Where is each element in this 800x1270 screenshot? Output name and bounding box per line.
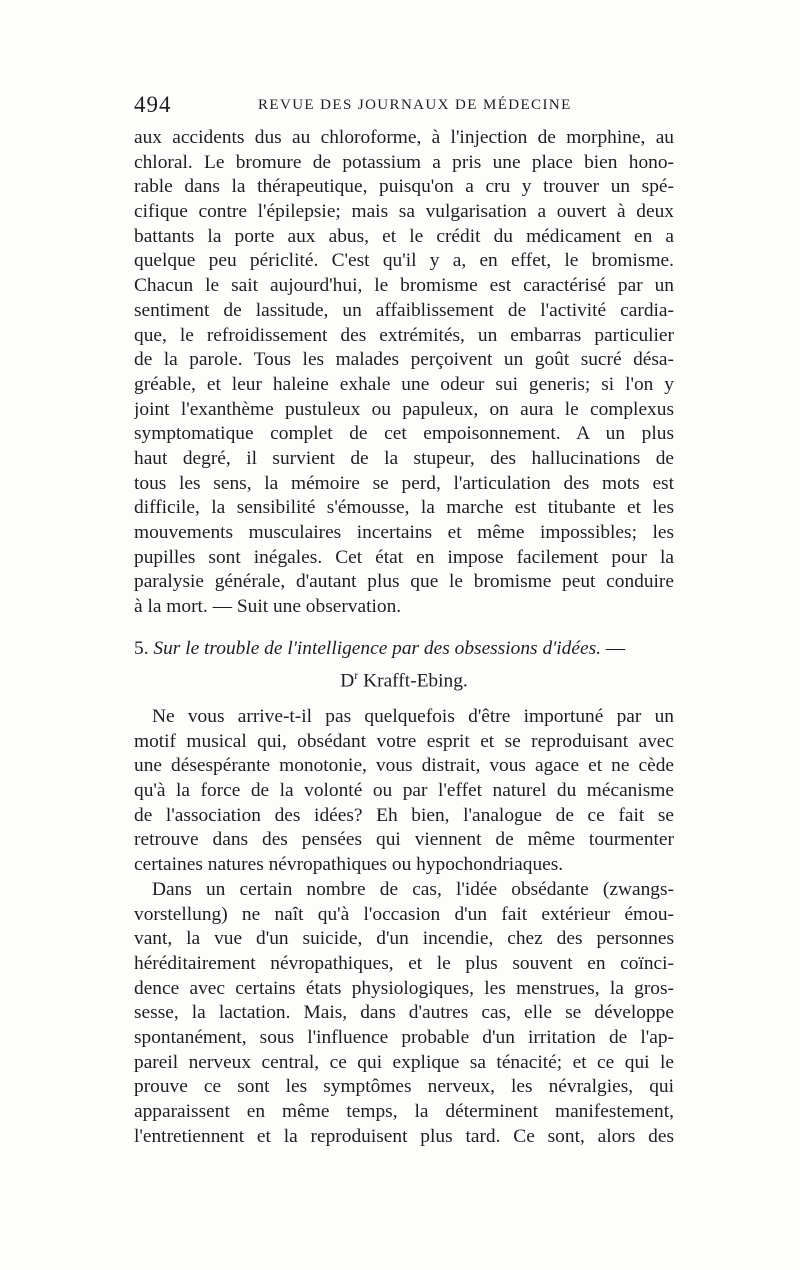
text-line: prouve ce sont les symptômes nerveux, les névralgies, qui bbox=[134, 1076, 674, 1098]
text-line: apparaissent en même temps, la déterminent manifestement, bbox=[134, 1101, 674, 1122]
text-line: quelque peu périclité. C'est qu'il y a, en effet, le bromisme. bbox=[134, 250, 674, 272]
section-title-line bbox=[134, 636, 674, 662]
text-line: que, le refroidissement des extrémités, un embarras particulier bbox=[134, 324, 674, 346]
text-line: une désespérante monotonie, vous distrait, vous agace et ne cède bbox=[134, 755, 674, 777]
text-line: à la mort. — Suit une observation. bbox=[134, 596, 402, 618]
text-line: de la parole. Tous les malades perçoivent un goût sucré désa- bbox=[134, 349, 674, 371]
author-name: Krafft-Ebing. bbox=[363, 670, 468, 692]
text-line: gréable, et leur haleine exhale une odeur sui generis; si l'on y bbox=[134, 373, 674, 395]
text-line: symptomatique complet de cet empoisonnement. A un plus bbox=[134, 423, 674, 445]
text-line: héréditairement névropathiques, et le plus souvent en coïnci- bbox=[134, 952, 674, 974]
author-prefix-sup: r bbox=[354, 668, 359, 682]
text-line: sesse, la lactation. Mais, dans d'autres cas, elle se développe bbox=[134, 1002, 674, 1024]
text-line: tous les sens, la mémoire se perd, l'articulation des mots est bbox=[134, 472, 674, 494]
text-line: dence avec certains états physiologiques, les menstrues, la gros- bbox=[134, 977, 674, 999]
journal-title: REVUE DES JOURNAUX DE MÉDECINE bbox=[258, 97, 572, 113]
text-line: joint l'exanthème pustuleux ou papuleux, on aura le complexus bbox=[134, 398, 674, 420]
text-line: aux accidents dus au chloroforme, à l'injection de morphine, au bbox=[134, 127, 674, 148]
running-head bbox=[134, 92, 674, 122]
author-prefix: D bbox=[340, 670, 355, 692]
text-line: cifique contre l'épilepsie; mais sa vulgarisation a ouvert à deux bbox=[134, 201, 674, 223]
text-line: mouvements musculaires incertains et même impossibles; les bbox=[134, 522, 674, 543]
paragraph-bromism bbox=[134, 126, 674, 620]
text-line: de l'association des idées? Eh bien, l'analogue de ce fait se bbox=[134, 804, 674, 826]
text-line: retrouve dans des pensées qui viennent de même tourmenter bbox=[134, 829, 674, 851]
text-line: vorstellung) ne naît qu'à l'occasion d'un fait extérieur émou- bbox=[134, 903, 674, 925]
text-line: qu'à la force de la volonté ou par l'effet naturel du mécanisme bbox=[134, 780, 674, 802]
text-line: Dans un certain nombre de cas, l'idée obsédante (zwangs- bbox=[152, 878, 674, 900]
text-line: vant, la vue d'un suicide, d'un incendie, chez des personnes bbox=[134, 928, 674, 950]
text-line: spontanément, sous l'influence probable d'un irritation de l'ap- bbox=[134, 1026, 674, 1048]
text-line: haut degré, il survient de la stupeur, des hallucinations de bbox=[134, 447, 674, 469]
text-line: certaines natures névropathiques ou hypochondriaques. bbox=[134, 854, 564, 876]
text-line: l'entretiennent et la reproduisent plus tard. Ce sont, alors des bbox=[134, 1125, 674, 1147]
page-number: 494 bbox=[134, 92, 172, 117]
section-heading bbox=[134, 636, 674, 692]
text-line: pupilles sont inégales. Cet état en impose facilement pour la bbox=[134, 546, 674, 568]
section-dash: — bbox=[605, 638, 626, 659]
section-title: Sur le trouble de l'intelligence par des obsessions d'idées. bbox=[153, 638, 601, 659]
text-line: battants la porte aux abus, et le crédit du médicament en a bbox=[134, 225, 674, 247]
text-line: paralysie générale, d'autant plus que le bromisme peut conduire bbox=[134, 571, 674, 593]
text-line: difficile, la sensibilité s'émousse, la marche est titubante et les bbox=[134, 497, 674, 519]
text-line: chloral. Le bromure de potassium a pris une place bien hono- bbox=[134, 151, 674, 173]
section-number: 5. bbox=[134, 638, 149, 659]
text-line: Chacun le sait aujourd'hui, le bromisme est caractérisé par un bbox=[134, 275, 674, 297]
text-line: sentiment de lassitude, un affaiblissement de l'activité cardia- bbox=[134, 299, 674, 321]
section-author-line bbox=[134, 662, 674, 692]
text-line: pareil nerveux central, ce qui explique sa ténacité; et ce qui le bbox=[134, 1051, 674, 1073]
text-line: rable dans la thérapeutique, puisqu'on a cru y trouver un spé- bbox=[134, 176, 674, 198]
paragraphs-obsessions bbox=[134, 705, 674, 1149]
text-line: motif musical qui, obsédant votre esprit et se reproduisant avec bbox=[134, 730, 674, 752]
text-line: Ne vous arrive-t-il pas quelquefois d'être importuné par un bbox=[152, 706, 674, 727]
